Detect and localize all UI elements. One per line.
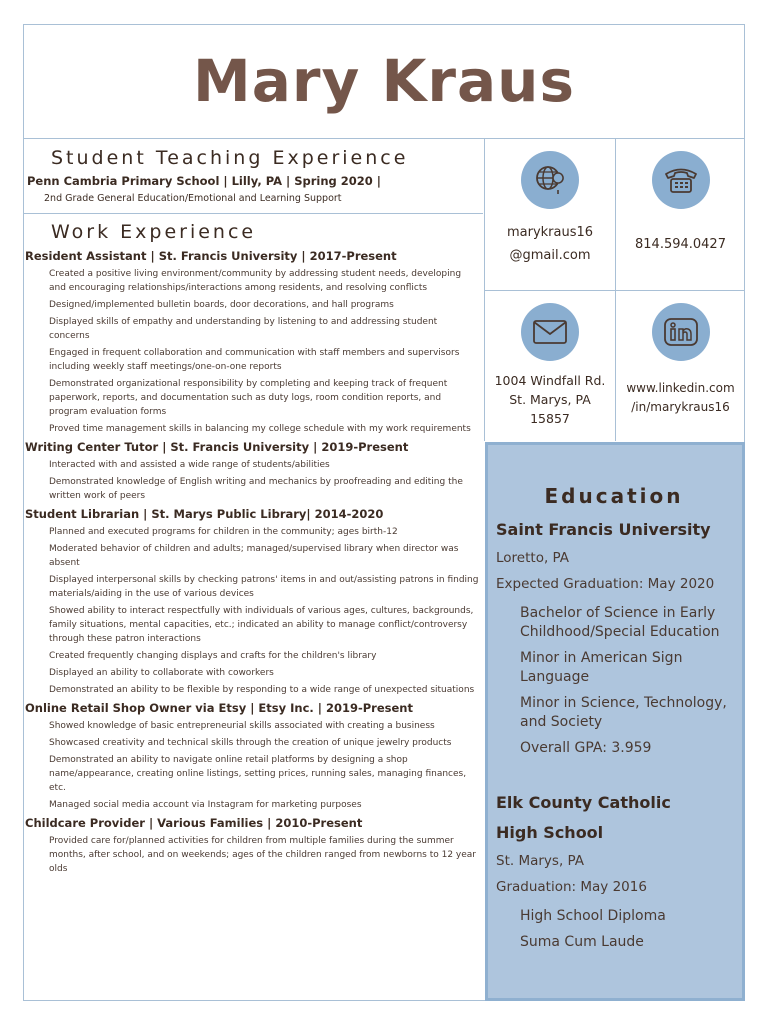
globe-icon (521, 151, 579, 209)
job-bullet: Designed/implemented bulletin boards, door decorations, and hall programs (49, 300, 394, 310)
job-bullet: Moderated behavior of children and adults; managed/supervised library when director was absent (49, 544, 459, 568)
job-bullet: Managed social media account via Instagram for marketing purposes (49, 800, 362, 810)
job-bullet: Demonstrated knowledge of English writing and mechanics by proofreading and editing the written work of peers (49, 477, 463, 501)
job-title: Student Librarian | St. Marys Public Library| 2014-2020 (25, 507, 384, 521)
phone-icon (652, 151, 710, 209)
high-school-name-line-1: Elk County Catholic (496, 793, 671, 812)
education-panel (485, 442, 745, 1001)
left-column (25, 140, 483, 879)
high-school-name (496, 788, 732, 848)
phone-number[interactable]: 814.594.0427 (635, 237, 726, 252)
applicant-name: Mary Kraus (193, 47, 575, 115)
job-bullet: Demonstrated an ability to be flexible by responding to a wide range of unexpected situations (49, 685, 475, 695)
college-name: Saint Francis University (496, 520, 711, 539)
contact-linkedin (615, 290, 745, 441)
envelope-icon (521, 303, 579, 361)
contact-grid (484, 139, 745, 441)
high-school-name-line-2: High School (496, 823, 604, 842)
address-line-3: 15857 (530, 411, 570, 426)
job-title: Resident Assistant | St. Francis University | 2017-Present (25, 249, 397, 263)
job-bullet: Displayed interpersonal skills by checking patrons' items in and out/assisting patrons in finding materials/aiding in the use of various devices (49, 575, 479, 599)
work-experience-title: Work Experience (51, 221, 257, 243)
job-bullet: Provided care for/planned activities for children from multiple families during the summer months, after school, and on weekends; ages of the children ranged from newborns to 12 year olds (49, 836, 476, 874)
work-job-2 (25, 439, 483, 503)
job-bullet: Interacted with and assisted a wide range of students/abilities (49, 460, 330, 470)
college-gpa: Overall GPA: 3.959 (520, 740, 652, 756)
job-bullet: Created frequently changing displays and crafts for the children's library (49, 651, 377, 661)
contact-email (485, 139, 615, 290)
address-line-2: St. Marys, PA (509, 392, 591, 407)
job-bullet: Proved time management skills in balancing my college schedule with my work requirements (49, 424, 471, 434)
work-job-5 (25, 815, 483, 876)
student-teaching-job: Penn Cambria Primary School | Lilly, PA | Spring 2020 | (27, 174, 381, 188)
college-minor: Minor in American Sign Language (520, 650, 683, 685)
job-bullet: Engaged in frequent collaboration and communication with staff members and supervisors including weekly staff meetings/one-on-one reports (49, 348, 460, 372)
work-job-1 (25, 248, 483, 436)
high-school-location: St. Marys, PA (496, 853, 585, 869)
job-title: Writing Center Tutor | St. Francis University | 2019-Present (25, 440, 409, 454)
email-line-1[interactable]: marykraus16 (506, 225, 594, 240)
linkedin-line-2[interactable]: /in/marykraus16 (631, 400, 730, 414)
address-line-1: 1004 Windfall Rd. (494, 373, 606, 388)
header (23, 24, 745, 139)
job-bullet: Demonstrated an ability to navigate online retail platforms by designing a shop name/appearance, creating online listings, setting prices, running sales, managing finances, etc. (49, 755, 467, 793)
education-title: Education (544, 484, 684, 508)
contact-address (485, 290, 615, 441)
college-location: Loretto, PA (496, 550, 570, 566)
student-teaching-title: Student Teaching Experience (51, 147, 409, 169)
job-bullet: Displayed skills of empathy and understanding by listening to and addressing student concerns (49, 317, 438, 341)
high-school-honor: Suma Cum Laude (520, 934, 644, 950)
job-bullet: Showcased creativity and technical skills through the creation of unique jewelry products (49, 738, 452, 748)
job-bullet: Planned and executed programs for children in the community; ages birth-12 (49, 527, 398, 537)
contact-phone (615, 139, 745, 290)
section-divider (23, 213, 483, 214)
job-bullet: Displayed an ability to collaborate with coworkers (49, 668, 274, 678)
work-job-3 (25, 506, 483, 697)
email-line-2[interactable]: @gmail.com (509, 248, 591, 263)
high-school-graduation: Graduation: May 2016 (496, 879, 647, 895)
college-minor: Minor in Science, Technology, and Society (520, 695, 727, 730)
work-job-4 (25, 700, 483, 812)
linkedin-icon (652, 303, 710, 361)
job-title: Childcare Provider | Various Families | 2010-Present (25, 816, 363, 830)
job-bullet: Demonstrated organizational responsibility by completing and keeping track of frequent paperwork, reports, and documentation such as duty logs, room condition reports, and program evaluation forms (49, 379, 448, 417)
student-teaching-detail: 2nd Grade General Education/Emotional and Learning Support (44, 193, 342, 204)
job-bullet: Created a positive living environment/community by addressing student needs, developing and encouraging relationships/interactions among residents, and resolving conflicts (49, 269, 462, 293)
high-school-diploma: High School Diploma (520, 908, 666, 924)
job-title: Online Retail Shop Owner via Etsy | Etsy Inc. | 2019-Present (25, 701, 413, 715)
college-degree: Bachelor of Science in Early Childhood/Special Education (520, 605, 720, 640)
linkedin-line-1[interactable]: www.linkedin.com (626, 381, 735, 395)
job-bullet: Showed ability to interact respectfully with individuals of various ages, cultures, backgrounds, family situations, mental capacities, etc.; indicated an ability to manage conflict/controversy through these patron interactions (49, 606, 474, 644)
college-graduation: Expected Graduation: May 2020 (496, 576, 715, 592)
job-bullet: Showed knowledge of basic entrepreneurial skills associated with creating a business (49, 721, 435, 731)
